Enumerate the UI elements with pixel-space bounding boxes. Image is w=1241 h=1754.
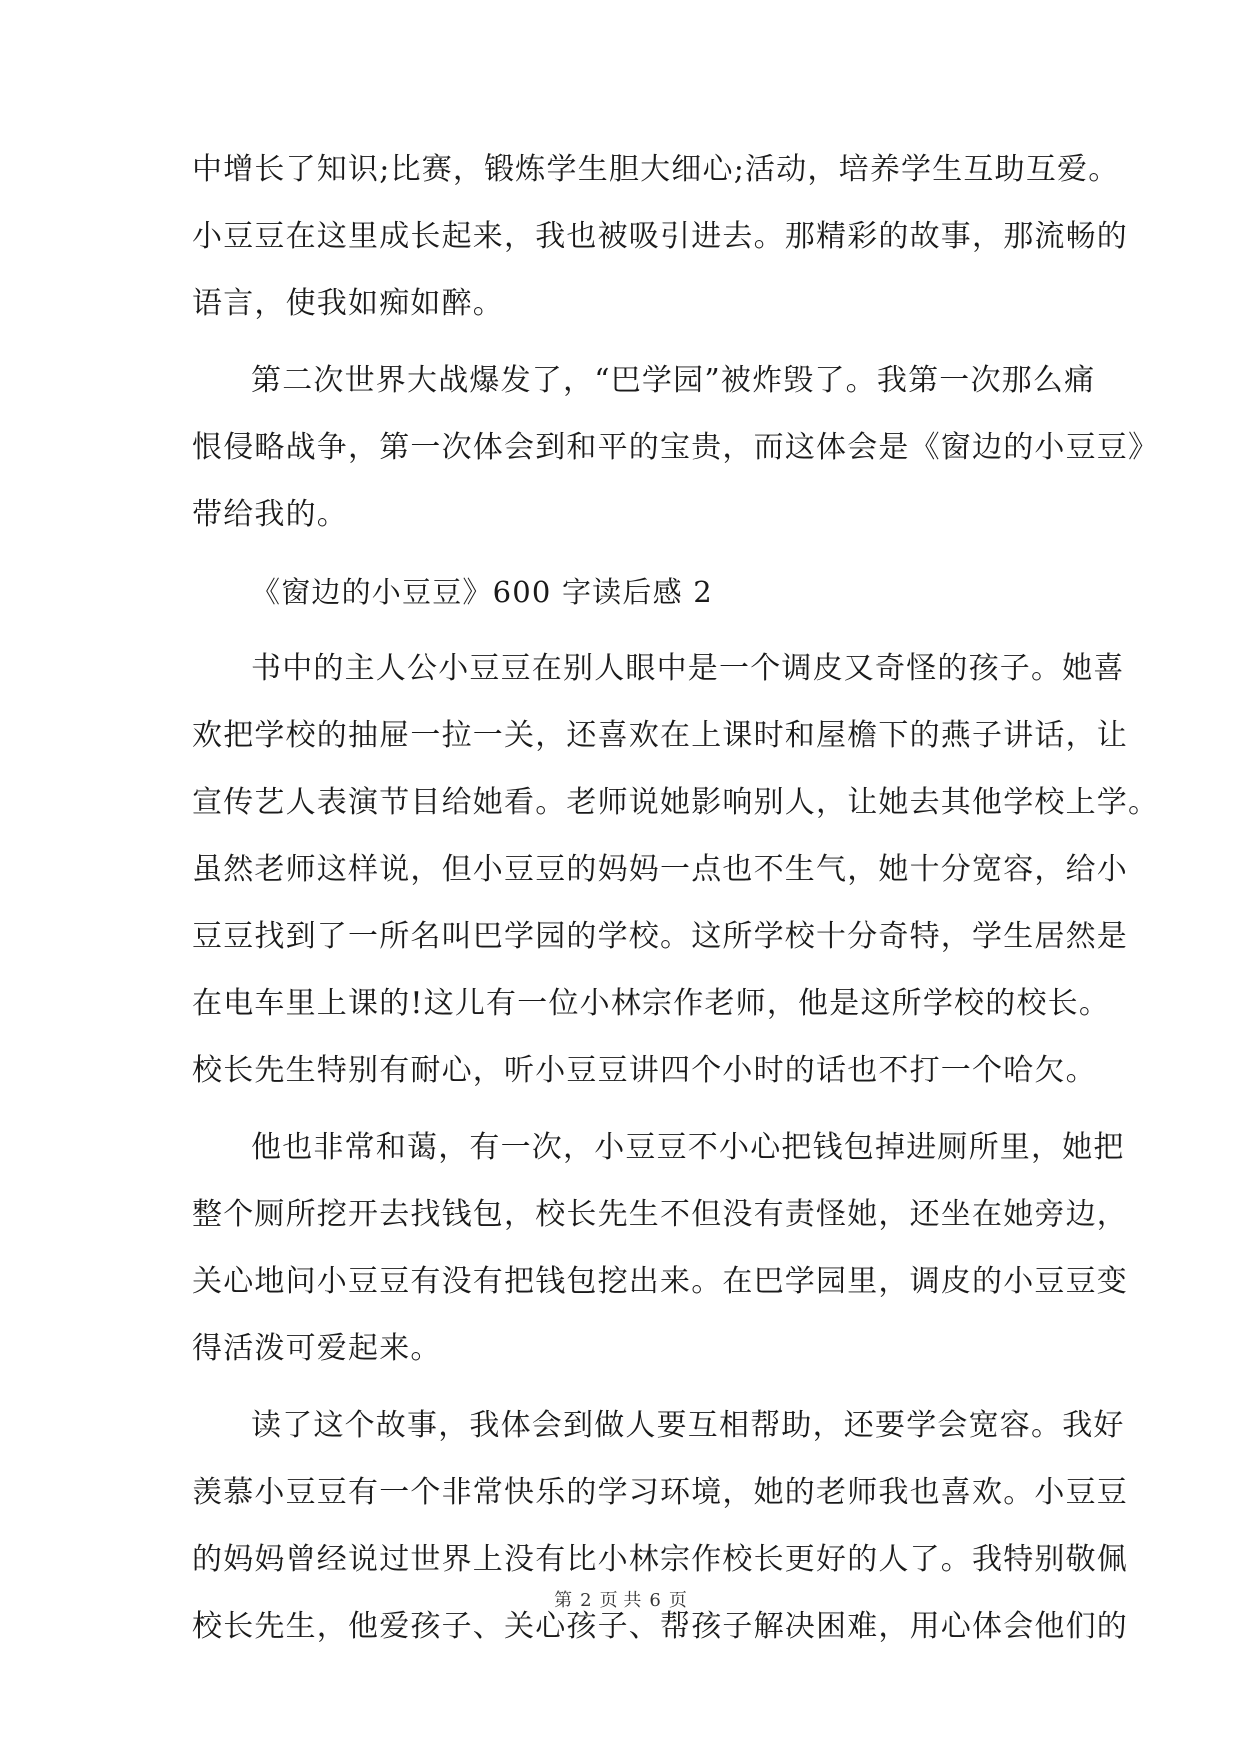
text-line: 带给我的。 bbox=[192, 497, 348, 532]
page-footer bbox=[0, 1586, 1241, 1612]
document-body bbox=[192, 150, 1160, 1674]
text-line: 羡慕小豆豆有一个非常快乐的学习环境，她的老师我也喜欢。小豆豆 bbox=[192, 1475, 1128, 1510]
footer-middle: 页 共 bbox=[599, 1590, 642, 1611]
text-line: 小豆豆在这里成长起来，我也被吸引进去。那精彩的故事，那流畅的 bbox=[192, 219, 1128, 254]
text-line: 的妈妈曾经说过世界上没有比小林宗作校长更好的人了。我特别敬佩 bbox=[192, 1542, 1128, 1577]
section-heading: 《窗边的小豆豆》600 字读后感 2 bbox=[251, 575, 713, 609]
footer-suffix: 页 bbox=[668, 1590, 687, 1611]
text-line: 欢把学校的抽屉一拉一关，还喜欢在上课时和屋檐下的燕子讲话，让 bbox=[192, 718, 1128, 753]
text-line: 校长先生，他爱孩子、关心孩子、帮孩子解决困难，用心体会他们的 bbox=[192, 1609, 1128, 1644]
total-pages: 6 bbox=[649, 1590, 661, 1611]
footer-prefix: 第 bbox=[554, 1590, 573, 1611]
text-line: 宣传艺人表演节目给她看。老师说她影响别人，让她去其他学校上学。 bbox=[192, 785, 1160, 820]
text-line: 中增长了知识;比赛，锻炼学生胆大细心;活动，培养学生互助互爱。 bbox=[192, 152, 1120, 187]
text-line: 读了这个故事，我体会到做人要互相帮助，还要学会宽容。我好 bbox=[251, 1408, 1125, 1443]
text-line: 在电车里上课的!这儿有一位小林宗作老师，他是这所学校的校长。 bbox=[192, 986, 1111, 1021]
text-line: 第二次世界大战爆发了，“巴学园”被炸毁了。我第一次那么痛 bbox=[251, 363, 1096, 398]
text-line: 虽然老师这样说，但小豆豆的妈妈一点也不生气，她十分宽容，给小 bbox=[192, 852, 1128, 887]
text-line: 整个厕所挖开去找钱包，校长先生不但没有责怪她，还坐在她旁边， bbox=[192, 1197, 1128, 1232]
page-number: 2 bbox=[580, 1590, 592, 1611]
text-line: 语言，使我如痴如醉。 bbox=[192, 286, 504, 321]
text-line: 校长先生特别有耐心，听小豆豆讲四个小时的话也不打一个哈欠。 bbox=[192, 1053, 1097, 1088]
text-line: 得活泼可爱起来。 bbox=[192, 1331, 442, 1366]
text-line: 书中的主人公小豆豆在别人眼中是一个调皮又奇怪的孩子。她喜 bbox=[251, 651, 1125, 686]
text-line: 恨侵略战争，第一次体会到和平的宝贵，而这体会是《窗边的小豆豆》 bbox=[192, 430, 1160, 465]
text-line: 关心地问小豆豆有没有把钱包挖出来。在巴学园里，调皮的小豆豆变 bbox=[192, 1264, 1128, 1299]
text-line: 豆豆找到了一所名叫巴学园的学校。这所学校十分奇特，学生居然是 bbox=[192, 919, 1128, 954]
text-line: 他也非常和蔼，有一次，小豆豆不小心把钱包掉进厕所里，她把 bbox=[251, 1130, 1125, 1165]
